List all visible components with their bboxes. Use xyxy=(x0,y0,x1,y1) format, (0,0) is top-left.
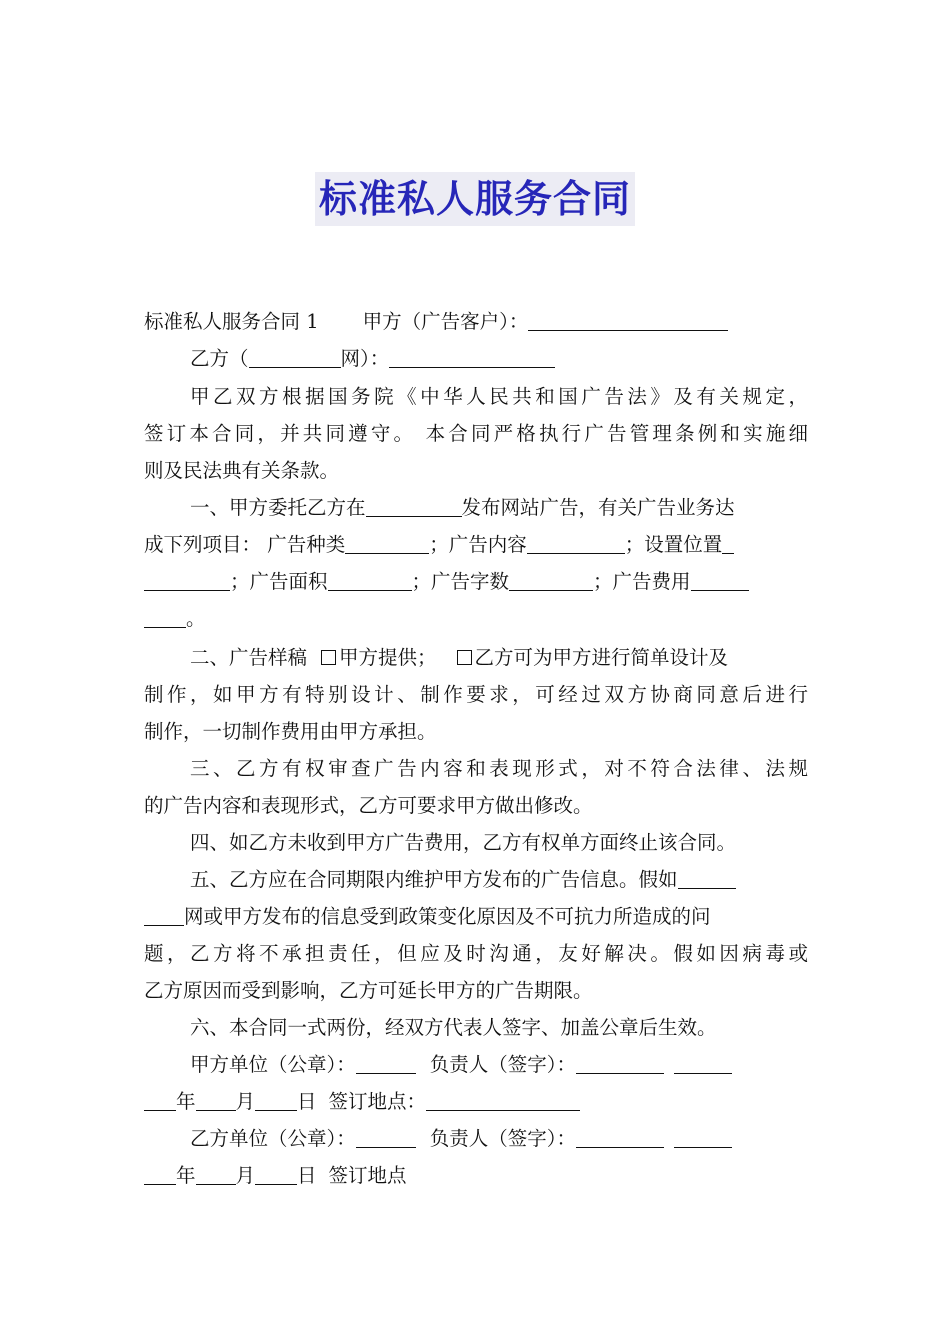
sign-b-day-blank[interactable] xyxy=(255,1163,297,1184)
article-3-line-1: 三、乙方有权审查广告内容和表现形式，对不符合法律、法规 xyxy=(190,757,808,780)
article-2-label: 二、广告样稿 xyxy=(190,646,308,669)
article-1-line-1 xyxy=(144,489,808,526)
ad-fee-blank[interactable] xyxy=(144,606,186,627)
article-3-line-2: 的广告内容和表现形式，乙方可要求甲方做出修改。 xyxy=(144,794,593,817)
sign-b-unit-blank[interactable] xyxy=(356,1126,416,1147)
sign-a-unit-label: 甲方单位（公章）： xyxy=(190,1053,356,1076)
preamble-line-3: 则及民法典有关条款。 xyxy=(144,459,340,482)
intro-line xyxy=(144,303,808,340)
sign-b-place-label: 签订地点 xyxy=(328,1164,407,1187)
ad-type-label: 成下列项目： 广告种类 xyxy=(144,533,346,556)
ad-area-label: ；广告面积 xyxy=(230,570,328,593)
sign-b-month: 月 xyxy=(235,1164,256,1187)
sign-a-person-blank[interactable] xyxy=(576,1052,664,1073)
party-b-line xyxy=(144,340,808,377)
article-1-line-4 xyxy=(144,600,808,637)
document-title-wrap xyxy=(0,172,950,226)
sign-a-year: 年 xyxy=(176,1090,196,1113)
ad-position-blank[interactable] xyxy=(144,569,230,590)
option-2-label: 乙方可为甲方进行简单设计及 xyxy=(474,646,729,669)
ad-words-label: ；广告字数 xyxy=(411,570,510,593)
ad-fee-blank-start[interactable] xyxy=(691,569,749,590)
sign-b-year: 年 xyxy=(176,1164,196,1187)
article-5-line-3: 题，乙方将不承担责任，但应及时沟通，友好解决。假如因病毒或 xyxy=(144,942,808,965)
option-2-checkbox[interactable] xyxy=(457,650,472,665)
party-b-prefix: 乙方（ xyxy=(190,347,249,370)
article-2-line-2: 制作，如甲方有特别设计、制作要求，可经过双方协商同意后进行 xyxy=(144,683,808,706)
ad-type-blank[interactable] xyxy=(345,532,429,553)
intro-heading: 标准私人服务合同 1 xyxy=(144,310,319,333)
sign-a-day: 日 xyxy=(297,1090,317,1113)
article-1-line-2 xyxy=(144,526,808,563)
party-b-blank[interactable] xyxy=(389,346,555,367)
sign-a-month-blank[interactable] xyxy=(196,1089,236,1110)
party-a-label: 甲方（广告客户）： xyxy=(362,310,529,333)
ad-fee-label: ；广告费用 xyxy=(593,570,691,593)
ad-area-blank[interactable] xyxy=(328,569,412,590)
option-1-label: 甲方提供； xyxy=(339,646,437,669)
preamble-line-1: 甲乙双方根据国务院《中华人民共和国广告法》及有关规定， xyxy=(190,385,808,408)
article-5-line-1 xyxy=(144,861,808,898)
article-6: 六、本合同一式两份，经双方代表人签字、加盖公章后生效。 xyxy=(190,1016,717,1039)
ad-position-label: ；设置位置 xyxy=(624,533,723,556)
article-1-line-3 xyxy=(144,563,808,600)
article-1-end: 。 xyxy=(186,607,206,630)
sign-a-person-label: 负责人（签字）： xyxy=(429,1053,577,1076)
article-4: 四、如乙方未收到甲方广告费用，乙方有权单方面终止该合同。 xyxy=(190,831,737,854)
party-a-blank[interactable] xyxy=(528,309,728,330)
party-b-middle: 网）： xyxy=(340,347,390,370)
article-5-line-4: 乙方原因而受到影响，乙方可延长甲方的广告期限。 xyxy=(144,979,593,1002)
article-1-blank-site[interactable] xyxy=(366,495,462,516)
sign-a-year-blank[interactable] xyxy=(144,1089,176,1110)
party-b-site-blank[interactable] xyxy=(249,346,341,367)
article-5-blank-start[interactable] xyxy=(678,867,736,888)
sign-b-month-blank[interactable] xyxy=(196,1163,236,1184)
sign-a-place-blank[interactable] xyxy=(426,1089,580,1110)
ad-content-label: ；广告内容 xyxy=(429,533,527,556)
sign-b-year-blank[interactable] xyxy=(144,1163,176,1184)
sign-a-line-2 xyxy=(144,1083,808,1120)
sign-a-unit-blank[interactable] xyxy=(356,1052,416,1073)
option-1-checkbox[interactable] xyxy=(321,650,336,665)
sign-b-person-label: 负责人（签字）： xyxy=(429,1127,577,1150)
sign-a-place-label: 签订地点： xyxy=(328,1090,427,1113)
article-1-text-a: 一、甲方委托乙方在 xyxy=(190,496,366,519)
document-title: 标准私人服务合同 xyxy=(315,172,635,226)
article-5-line-2 xyxy=(144,898,808,935)
article-5-text-1: 五、乙方应在合同期限内维护甲方发布的广告信息。假如 xyxy=(190,868,678,891)
article-5-text-2: 网或甲方发布的信息受到政策变化原因及不可抗力所造成的问 xyxy=(184,905,711,928)
sign-a-line-1 xyxy=(144,1046,808,1083)
sign-a-day-blank[interactable] xyxy=(255,1089,297,1110)
sign-b-year-blank-start[interactable] xyxy=(674,1126,732,1147)
sign-a-year-blank-start[interactable] xyxy=(674,1052,732,1073)
article-2-line-3: 制作，一切制作费用由甲方承担。 xyxy=(144,720,437,743)
article-2-line-1 xyxy=(144,639,808,676)
sign-a-month: 月 xyxy=(235,1090,256,1113)
sign-b-unit-label: 乙方单位（公章）： xyxy=(190,1127,356,1150)
article-1-text-b: 发布网站广告，有关广告业务达 xyxy=(461,496,735,519)
ad-content-blank[interactable] xyxy=(527,532,625,553)
article-5-blank[interactable] xyxy=(144,904,184,925)
ad-position-blank-start[interactable] xyxy=(722,532,734,553)
sign-b-line-1 xyxy=(144,1120,808,1157)
ad-words-blank[interactable] xyxy=(509,569,593,590)
sign-b-day: 日 xyxy=(297,1164,317,1187)
preamble-line-2: 签订本合同，并共同遵守。 本合同严格执行广告管理条例和实施细 xyxy=(144,422,808,445)
sign-b-line-2 xyxy=(144,1157,808,1194)
sign-b-person-blank[interactable] xyxy=(576,1126,664,1147)
